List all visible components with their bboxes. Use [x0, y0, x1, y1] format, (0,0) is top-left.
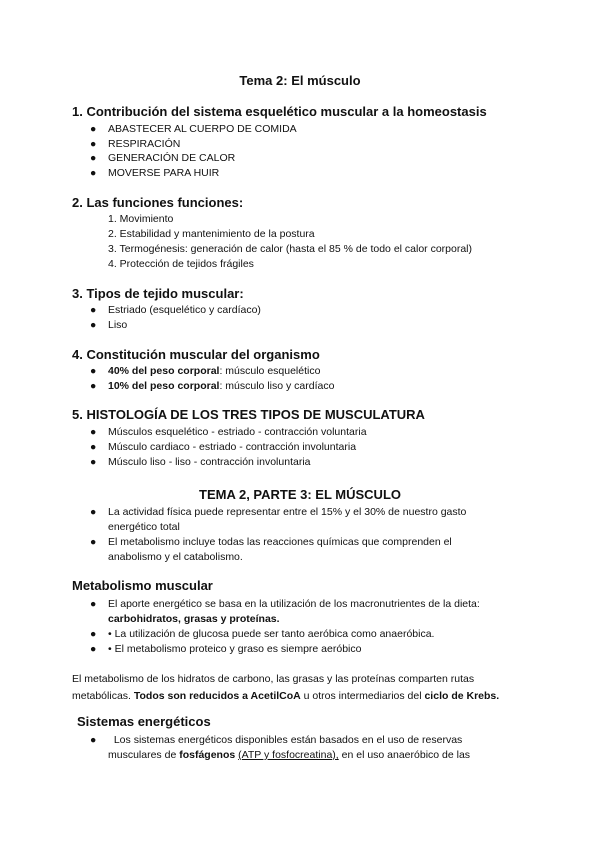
numbered-item: 3. Termogénesis: generación de calor (hasta el 85 % de todo el calor corporal) — [108, 243, 473, 255]
numbered-item: 4. Protección de tejidos frágiles — [108, 258, 254, 270]
section-1-heading: 1. Contribución del sistema esquelético muscular a la homeostasis — [72, 104, 487, 119]
list-item: ● La actividad física puede representar entre el 15% y el 30% de nuestro gasto energético total — [90, 506, 467, 533]
list-item: ● 10% del peso corporal: músculo liso y cardíaco — [90, 380, 335, 392]
list-item: ● MOVERSE PARA HUIR — [90, 167, 220, 179]
list-item: ● ABASTECER AL CUERPO DE COMIDA — [90, 123, 297, 135]
page-title: Tema 2: El músculo — [239, 73, 361, 88]
section-8-heading: Sistemas energéticos — [77, 714, 211, 729]
list-item: ● Los sistemas energéticos disponibles están basados en el uso de reservas musculares de fosfágenos (ATP y fosfocreatina), en el uso anaeróbico de las — [90, 734, 471, 761]
list-item: ● El metabolismo incluye todas las reacciones químicas que comprenden el anabolismo y el catabolismo. — [90, 536, 452, 563]
list-item: ● El aporte energético se basa en la utilización de los macronutrientes de la dieta: carbohidratos, grasas y proteínas. — [90, 598, 480, 625]
section-5-heading: 5. HISTOLOGÍA DE LOS TRES TIPOS DE MUSCULATURA — [72, 407, 425, 422]
section-3-heading: 3. Tipos de tejido muscular: — [72, 286, 244, 301]
list-item: ● • La utilización de glucosa puede ser tanto aeróbica como anaeróbica. — [90, 628, 435, 640]
section-6-heading: TEMA 2, PARTE 3: EL MÚSCULO — [199, 487, 401, 502]
list-item: ● RESPIRACIÓN — [90, 138, 181, 150]
paragraph: El metabolismo de los hidratos de carbono, las grasas y las proteínas comparten rutas metabólicas. Todos son reducidos a AcetilCoA u otros intermediarios del ciclo de Krebs. — [72, 673, 500, 702]
list-item: ● Estriado (esquelético y cardíaco) — [90, 304, 261, 316]
section-7-heading: Metabolismo muscular — [72, 578, 213, 593]
list-item: ● Músculo liso - liso - contracción involuntaria — [90, 456, 311, 468]
list-item: ● Músculos esquelético - estriado - contracción voluntaria — [90, 426, 367, 438]
section-4-heading: 4. Constitución muscular del organismo — [72, 347, 320, 362]
list-item: ● GENERACIÓN DE CALOR — [90, 152, 236, 164]
numbered-item: 1. Movimiento — [108, 213, 174, 225]
numbered-item: 2. Estabilidad y mantenimiento de la postura — [108, 228, 315, 240]
list-item: ● Liso — [90, 319, 128, 331]
section-2-heading: 2. Las funciones funciones: — [72, 195, 244, 210]
list-item: ● Músculo cardiaco - estriado - contracción involuntaria — [90, 441, 357, 453]
list-item: ● • El metabolismo proteico y graso es siempre aeróbico — [90, 643, 362, 655]
list-item: ● 40% del peso corporal: músculo esquelético — [90, 365, 321, 377]
